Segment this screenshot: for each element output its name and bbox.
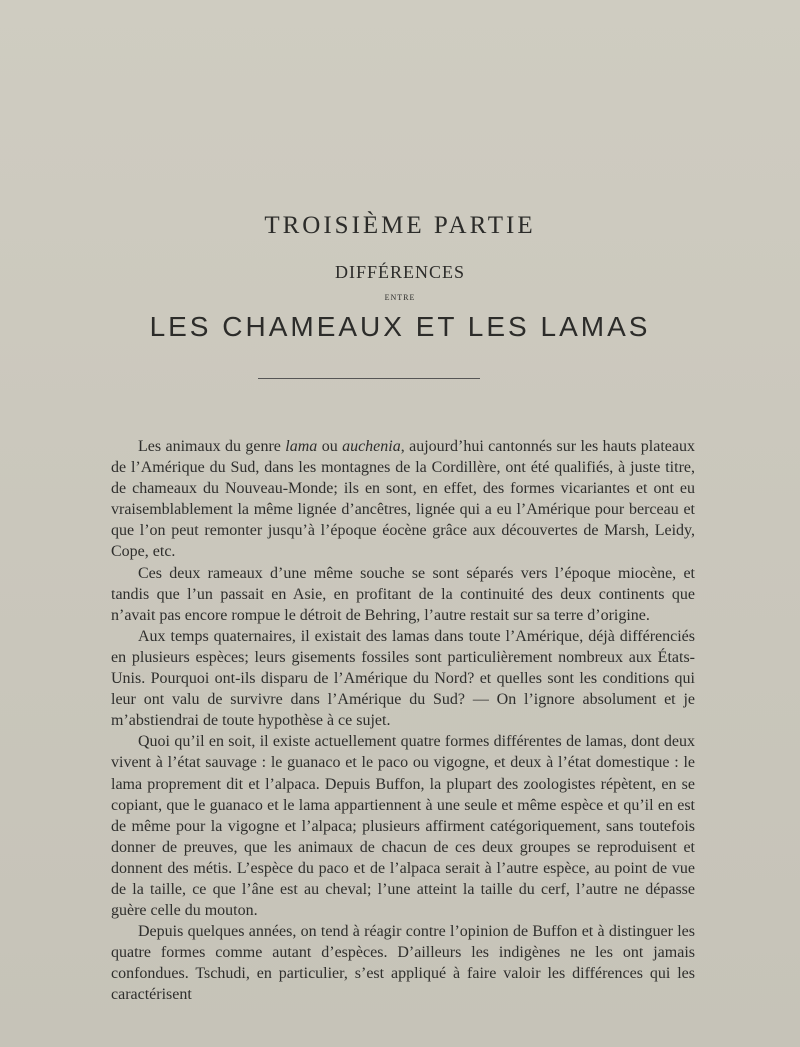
body-text — [111, 436, 695, 1006]
part-title: TROISIÈME PARTIE — [264, 212, 536, 239]
italic-term: lama — [285, 438, 318, 455]
paragraph: Quoi qu’il en soit, il existe actuellement quatre formes différentes de lamas, dont deux vivent à l’état sauvage : le guanaco et le paco ou vigogne, et deux à l’état domestique : le lama proprement dit et l’alpaca. Depuis Buffon, la plupart des zoologistes répètent, en se copiant, que le guanaco et le lama appartiennent à une seule et même espèce et qu’il en est de même pour la vigogne et l’alpaca; plusieurs affirment catégoriquement, sans toutefois donner de preuves, que les animaux de chacun de ces deux groupes se reproduisent et donnent des métis. L’espèce du paco et de l’alpaca serait à l’autre espèce, au point de vue de la taille, ce que l’âne est au cheval; l’une atteint la taille du cerf, l’autre ne dépasse guère celle du mouton. — [111, 733, 695, 920]
connector-word: ENTRE — [384, 293, 416, 302]
paragraph — [111, 436, 695, 563]
paragraph: Ces deux rameaux d’une même souche se sont séparés vers l’époque miocène, et tandis que l’un passait en Asie, en profitant de la continuité des deux continents que n’avait pas encore rompue le détroit de Behring, l’autre restait sur sa terre d’origine. — [111, 564, 695, 624]
paragraph: Depuis quelques années, on tend à réagir contre l’opinion de Buffon et à distinguer les quatre formes comme autant d’espèces. D’ailleurs les indigènes ne les ont jamais confondues. Tschudi, en particulier, s’est appliqué à faire valoir les différences qui les caractérisent — [111, 923, 695, 1004]
paragraph-text: Les animaux du genre — [138, 438, 286, 455]
paragraph-text: ou — [317, 438, 343, 455]
italic-term: auchenia — [342, 438, 401, 455]
paragraph: Aux temps quaternaires, il existait des lamas dans toute l’Amérique, déjà différenciés en plusieurs espèces; leurs gisements fossiles sont particulièrement nombreux aux États-Unis. Pourquoi ont-ils disparu de l’Amérique du Nord? et quelles sont les conditions qui leur ont valu de survivre dans l’Amérique du Sud? — On l’ignore absolument et je m’abstiendrai de toute hypothèse à ce sujet. — [111, 627, 695, 730]
section-subtitle: DIFFÉRENCES — [334, 262, 466, 282]
title-divider — [258, 378, 480, 379]
paragraph-text: , aujourd’hui cantonnés sur les hauts plateaux de l’Amérique du Sud, dans les montagnes de la Cordillère, ont été qualifiés, à juste titre, de chameaux du Nouveau-Monde; ils en sont, en effet, des formes vicariantes et ont eu vraisemblablement la même lignée d’ancêtres, lignée qui a eu l’Amérique pour berceau et que l’on peut remonter jusqu’à l’époque éocène grâce aux découvertes de Marsh, Leidy, Cope, etc. — [111, 438, 695, 561]
chapter-title: LES CHAMEAUX ET LES LAMAS — [149, 311, 651, 342]
